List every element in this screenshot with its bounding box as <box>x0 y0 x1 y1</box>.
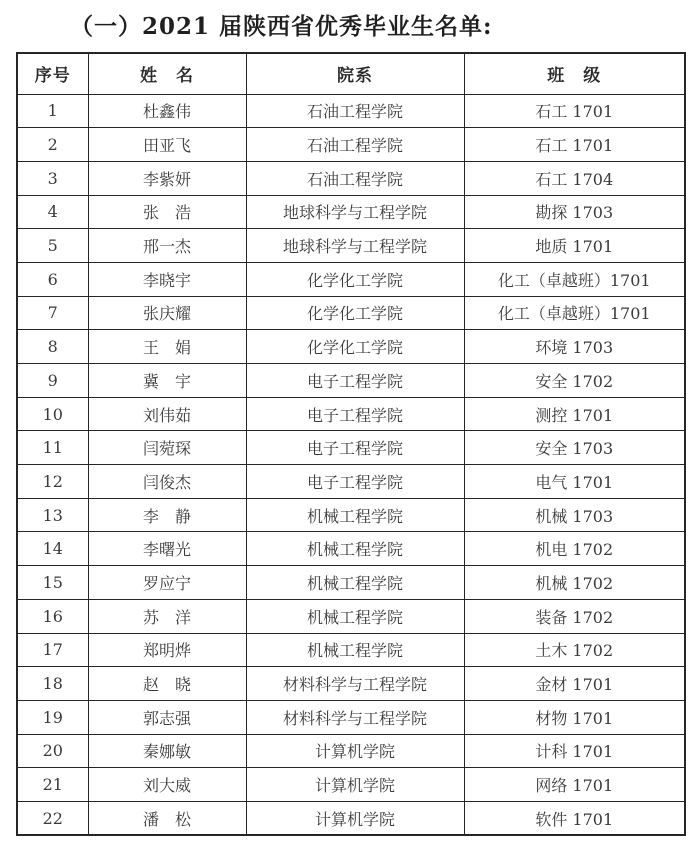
table-row <box>17 801 685 835</box>
table-row <box>17 161 685 195</box>
cell-department: 机械工程学院 <box>246 532 464 566</box>
cell-department: 石油工程学院 <box>246 94 464 128</box>
cell-department: 电子工程学院 <box>246 465 464 499</box>
cell-class: 安全 1703 <box>464 431 685 465</box>
cell-class: 机械 1702 <box>464 566 685 600</box>
table-row <box>17 599 685 633</box>
cell-department: 电子工程学院 <box>246 431 464 465</box>
cell-class: 软件 1701 <box>464 801 685 835</box>
cell-department: 机械工程学院 <box>246 498 464 532</box>
table-row <box>17 734 685 768</box>
table-row <box>17 465 685 499</box>
cell-department: 电子工程学院 <box>246 397 464 431</box>
cell-name: 刘大威 <box>88 768 246 802</box>
cell-name: 冀 宇 <box>88 364 246 398</box>
cell-name: 潘 松 <box>88 801 246 835</box>
table-row <box>17 700 685 734</box>
cell-class: 电气 1701 <box>464 465 685 499</box>
cell-class: 土木 1702 <box>464 633 685 667</box>
header-name: 姓 名 <box>88 53 246 94</box>
table-row <box>17 262 685 296</box>
cell-number: 9 <box>17 364 88 398</box>
cell-name: 杜鑫伟 <box>88 94 246 128</box>
cell-class: 地质 1701 <box>464 229 685 263</box>
header-class: 班 级 <box>464 53 685 94</box>
cell-name: 苏 洋 <box>88 599 246 633</box>
cell-department: 计算机学院 <box>246 734 464 768</box>
table-row <box>17 364 685 398</box>
header-department: 院系 <box>246 53 464 94</box>
cell-class: 机械 1703 <box>464 498 685 532</box>
cell-name: 郭志强 <box>88 700 246 734</box>
cell-department: 化学化工学院 <box>246 296 464 330</box>
cell-class: 石工 1701 <box>464 128 685 162</box>
cell-number: 20 <box>17 734 88 768</box>
cell-department: 材料科学与工程学院 <box>246 667 464 701</box>
cell-class: 化工（卓越班）1701 <box>464 262 685 296</box>
header-number: 序号 <box>17 53 88 94</box>
cell-department: 机械工程学院 <box>246 633 464 667</box>
cell-number: 3 <box>17 161 88 195</box>
cell-number: 7 <box>17 296 88 330</box>
cell-number: 12 <box>17 465 88 499</box>
table-row <box>17 667 685 701</box>
cell-number: 17 <box>17 633 88 667</box>
cell-number: 2 <box>17 128 88 162</box>
table-row <box>17 128 685 162</box>
graduates-table <box>16 52 686 836</box>
table-row <box>17 195 685 229</box>
table-row <box>17 431 685 465</box>
cell-number: 13 <box>17 498 88 532</box>
cell-class: 装备 1702 <box>464 599 685 633</box>
cell-name: 闫俊杰 <box>88 465 246 499</box>
cell-class: 环境 1703 <box>464 330 685 364</box>
cell-department: 地球科学与工程学院 <box>246 229 464 263</box>
cell-department: 化学化工学院 <box>246 330 464 364</box>
cell-class: 机电 1702 <box>464 532 685 566</box>
cell-name: 赵 晓 <box>88 667 246 701</box>
cell-department: 石油工程学院 <box>246 128 464 162</box>
cell-number: 19 <box>17 700 88 734</box>
cell-number: 1 <box>17 94 88 128</box>
cell-class: 石工 1704 <box>464 161 685 195</box>
cell-name: 李曙光 <box>88 532 246 566</box>
cell-class: 化工（卓越班）1701 <box>464 296 685 330</box>
cell-number: 14 <box>17 532 88 566</box>
cell-department: 计算机学院 <box>246 768 464 802</box>
table-row <box>17 296 685 330</box>
cell-number: 16 <box>17 599 88 633</box>
cell-number: 6 <box>17 262 88 296</box>
cell-class: 勘探 1703 <box>464 195 685 229</box>
cell-number: 22 <box>17 801 88 835</box>
table-header <box>17 53 685 94</box>
cell-name: 张庆耀 <box>88 296 246 330</box>
cell-number: 5 <box>17 229 88 263</box>
cell-department: 电子工程学院 <box>246 364 464 398</box>
cell-department: 化学化工学院 <box>246 262 464 296</box>
cell-class: 金材 1701 <box>464 667 685 701</box>
cell-name: 邢一杰 <box>88 229 246 263</box>
cell-name: 郑明烨 <box>88 633 246 667</box>
table-row <box>17 498 685 532</box>
page-title: （一）2021 届陕西省优秀毕业生名单: <box>70 13 493 40</box>
cell-number: 18 <box>17 667 88 701</box>
table-row <box>17 229 685 263</box>
cell-name: 李紫妍 <box>88 161 246 195</box>
cell-name: 李 静 <box>88 498 246 532</box>
cell-number: 21 <box>17 768 88 802</box>
cell-class: 网络 1701 <box>464 768 685 802</box>
cell-name: 王 娟 <box>88 330 246 364</box>
table-row <box>17 397 685 431</box>
cell-class: 材物 1701 <box>464 700 685 734</box>
table-row <box>17 633 685 667</box>
cell-name: 李晓宇 <box>88 262 246 296</box>
table-body <box>17 94 685 835</box>
cell-number: 8 <box>17 330 88 364</box>
cell-name: 刘伟茹 <box>88 397 246 431</box>
cell-class: 计科 1701 <box>464 734 685 768</box>
cell-department: 地球科学与工程学院 <box>246 195 464 229</box>
cell-number: 4 <box>17 195 88 229</box>
cell-name: 田亚飞 <box>88 128 246 162</box>
cell-number: 11 <box>17 431 88 465</box>
cell-name: 秦娜敏 <box>88 734 246 768</box>
table-row <box>17 566 685 600</box>
cell-number: 15 <box>17 566 88 600</box>
cell-department: 计算机学院 <box>246 801 464 835</box>
table-row <box>17 94 685 128</box>
table-row <box>17 768 685 802</box>
cell-class: 安全 1702 <box>464 364 685 398</box>
cell-name: 张 浩 <box>88 195 246 229</box>
cell-class: 石工 1701 <box>464 94 685 128</box>
cell-number: 10 <box>17 397 88 431</box>
table-row <box>17 330 685 364</box>
cell-department: 材料科学与工程学院 <box>246 700 464 734</box>
cell-department: 机械工程学院 <box>246 599 464 633</box>
cell-class: 测控 1701 <box>464 397 685 431</box>
cell-name: 闫菀琛 <box>88 431 246 465</box>
table-row <box>17 532 685 566</box>
cell-name: 罗应宁 <box>88 566 246 600</box>
cell-department: 机械工程学院 <box>246 566 464 600</box>
cell-department: 石油工程学院 <box>246 161 464 195</box>
